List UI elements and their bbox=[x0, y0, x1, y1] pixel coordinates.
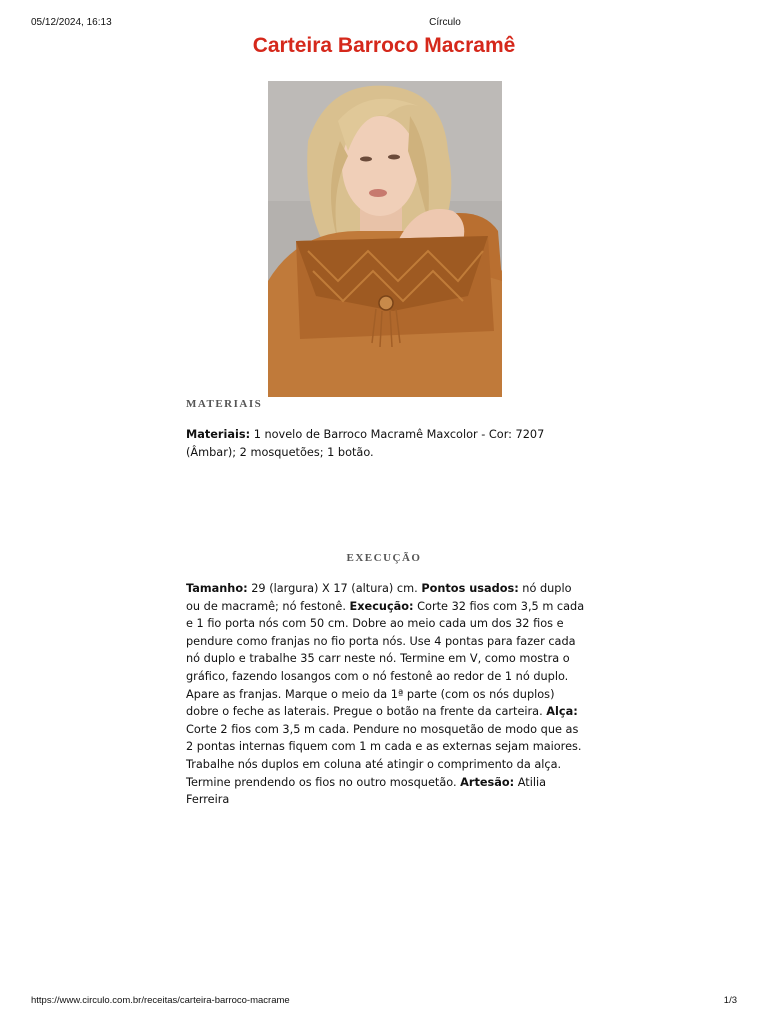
execution-lead: Execução: bbox=[349, 599, 414, 613]
print-datetime: 05/12/2024, 16:13 bbox=[31, 17, 112, 28]
print-site-name: Círculo bbox=[429, 17, 461, 28]
materials-lead: Materiais: bbox=[186, 428, 251, 441]
footer-url[interactable]: https://www.circulo.com.br/receitas/carteira-barroco-macrame bbox=[31, 995, 290, 1006]
materials-text: 1 novelo de Barroco Macramê Maxcolor - Cor: 7207 (Âmbar); 2 mosquetões; 1 botão. bbox=[186, 428, 545, 459]
execution-heading: EXECUÇÃO bbox=[346, 552, 422, 564]
product-photo bbox=[268, 81, 502, 397]
artisan-lead: Artesão: bbox=[460, 775, 515, 789]
execution-paragraph bbox=[186, 580, 586, 809]
page-title: Carteira Barroco Macramê bbox=[252, 34, 516, 57]
size-text: 29 (largura) X 17 (altura) cm. bbox=[247, 582, 422, 595]
strap-lead: Alça: bbox=[546, 705, 578, 719]
size-lead: Tamanho: bbox=[186, 582, 248, 595]
artisan-text: Atilia Ferreira bbox=[186, 775, 547, 807]
footer-page-number: 1/3 bbox=[723, 995, 737, 1006]
stitches-text: nó duplo ou de macramê; nó festonê. bbox=[186, 582, 572, 613]
strap-text: Corte 2 fios com 3,5 m cada. Pendure no mosquetão de modo que as 2 pontas internas fiquem com 1 m cada e as externas sejam maiores. Trabalhe nós duplos em coluna até atingir o comprimento da alça. Termine prendendo os fios no outro mosquetão. bbox=[186, 722, 582, 789]
materials-heading: MATERIAIS bbox=[186, 398, 263, 410]
materials-paragraph bbox=[186, 426, 586, 461]
stitches-lead: Pontos usados: bbox=[421, 582, 519, 595]
execution-text: Corte 32 fios com 3,5 m cada e 1 fio porta nós com 50 cm. Dobre ao meio cada um dos 32 fios e pendure como franjas no fio porta nós. Use 4 pontas para fazer cada nó duplo e trabalhe 35 carr neste nó. Termine em V, como mostra o gráfico, fazendo losangos com o nó festonê ao redor de 1 nó duplo. Apare as franjas. Marque o meio da 1ª parte (com os nós duplos) dobre o feche as laterais. Pregue o botão na frente da carteira. bbox=[186, 599, 585, 719]
